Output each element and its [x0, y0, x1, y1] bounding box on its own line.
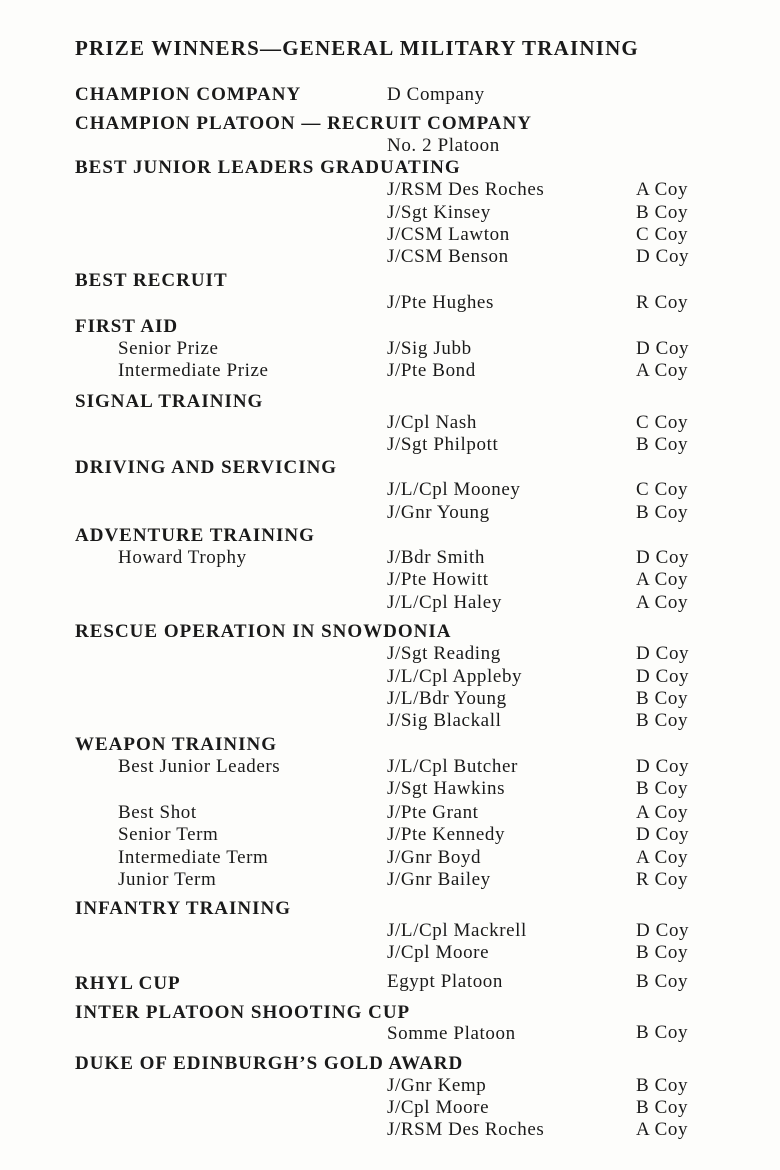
winner-name: J/Sgt Philpott — [387, 434, 499, 455]
award-category: Best Junior Leaders — [118, 756, 281, 777]
company-label: A Coy — [636, 569, 689, 590]
company-label: C Coy — [636, 412, 689, 433]
winner-name: J/L/Cpl Mooney — [387, 479, 521, 500]
company-label: B Coy — [636, 971, 689, 992]
winner-name: J/Pte Kennedy — [387, 824, 506, 845]
company-label: B Coy — [636, 1022, 689, 1043]
company-label: C Coy — [636, 479, 689, 500]
company-label: R Coy — [636, 292, 689, 313]
winner-name: J/CSM Benson — [387, 246, 509, 267]
section-heading: DRIVING AND SERVICING — [75, 457, 338, 478]
winner-name: J/Sig Jubb — [387, 338, 472, 359]
company-label: R Coy — [636, 869, 689, 890]
company-label: B Coy — [636, 502, 689, 523]
section-heading: BEST RECRUIT — [75, 270, 228, 291]
winner-name: J/Pte Howitt — [387, 569, 489, 590]
winner-name: J/L/Bdr Young — [387, 688, 507, 709]
winner-name: J/L/Cpl Haley — [387, 592, 502, 613]
winner-name: J/Cpl Moore — [387, 942, 490, 963]
award-category: Intermediate Term — [118, 847, 269, 868]
winner-name: D Company — [387, 84, 485, 105]
section-heading: ADVENTURE TRAINING — [75, 525, 315, 546]
company-label: A Coy — [636, 1119, 689, 1140]
company-label: A Coy — [636, 802, 689, 823]
company-label: B Coy — [636, 202, 689, 223]
section-heading: INTER PLATOON SHOOTING CUP — [75, 1002, 411, 1023]
company-label: B Coy — [636, 1097, 689, 1118]
award-category: Senior Term — [118, 824, 219, 845]
section-heading: DUKE OF EDINBURGH’S GOLD AWARD — [75, 1053, 464, 1074]
company-label: B Coy — [636, 710, 689, 731]
section-heading: FIRST AID — [75, 316, 179, 337]
section-heading: CHAMPION COMPANY — [75, 84, 302, 105]
section-heading: SIGNAL TRAINING — [75, 391, 264, 412]
winner-name: J/Cpl Moore — [387, 1097, 490, 1118]
award-category: Senior Prize — [118, 338, 219, 359]
section-heading: WEAPON TRAINING — [75, 734, 278, 755]
winner-name: J/Gnr Kemp — [387, 1075, 487, 1096]
company-label: B Coy — [636, 434, 689, 455]
winner-name: J/L/Cpl Appleby — [387, 666, 523, 687]
company-label: D Coy — [636, 338, 690, 359]
winner-name: J/Sgt Reading — [387, 643, 501, 664]
winner-name: J/CSM Lawton — [387, 224, 510, 245]
winner-name: Somme Platoon — [387, 1023, 516, 1044]
company-label: A Coy — [636, 360, 689, 381]
award-category: Howard Trophy — [118, 547, 247, 568]
company-label: B Coy — [636, 1075, 689, 1096]
winner-name: J/Sgt Hawkins — [387, 778, 506, 799]
winner-name: J/L/Cpl Butcher — [387, 756, 518, 777]
section-heading: INFANTRY TRAINING — [75, 898, 292, 919]
section-heading: RHYL CUP — [75, 973, 181, 994]
company-label: D Coy — [636, 824, 690, 845]
winner-name: J/Sgt Kinsey — [387, 202, 491, 223]
company-label: D Coy — [636, 666, 690, 687]
company-label: A Coy — [636, 592, 689, 613]
company-label: A Coy — [636, 847, 689, 868]
winner-name: J/Pte Grant — [387, 802, 479, 823]
company-label: B Coy — [636, 778, 689, 799]
award-category: Best Shot — [118, 802, 197, 823]
winner-name: J/L/Cpl Mackrell — [387, 920, 527, 941]
company-label: B Coy — [636, 942, 689, 963]
company-label: B Coy — [636, 688, 689, 709]
section-heading: RESCUE OPERATION IN SNOWDONIA — [75, 621, 452, 642]
winner-name: J/RSM Des Roches — [387, 179, 545, 200]
company-label: A Coy — [636, 179, 689, 200]
winner-name: J/Gnr Bailey — [387, 869, 491, 890]
award-category: Intermediate Prize — [118, 360, 269, 381]
company-label: D Coy — [636, 643, 690, 664]
winner-name: No. 2 Platoon — [387, 135, 500, 156]
winner-name: J/Pte Hughes — [387, 292, 494, 313]
winner-name: Egypt Platoon — [387, 971, 503, 992]
winner-name: J/Pte Bond — [387, 360, 476, 381]
winner-name: J/Gnr Young — [387, 502, 490, 523]
company-label: D Coy — [636, 547, 690, 568]
company-label: C Coy — [636, 224, 689, 245]
winner-name: J/Sig Blackall — [387, 710, 502, 731]
company-label: D Coy — [636, 756, 690, 777]
winner-name: J/Cpl Nash — [387, 412, 477, 433]
winner-name: J/RSM Des Roches — [387, 1119, 545, 1140]
page-title: PRIZE WINNERS—GENERAL MILITARY TRAINING — [75, 36, 639, 60]
company-label: D Coy — [636, 246, 690, 267]
winner-name: J/Gnr Boyd — [387, 847, 482, 868]
company-label: D Coy — [636, 920, 690, 941]
winner-name: J/Bdr Smith — [387, 547, 485, 568]
section-heading: BEST JUNIOR LEADERS GRADUATING — [75, 157, 461, 178]
award-category: Junior Term — [118, 869, 217, 890]
section-heading: CHAMPION PLATOON — RECRUIT COMPANY — [75, 113, 532, 134]
